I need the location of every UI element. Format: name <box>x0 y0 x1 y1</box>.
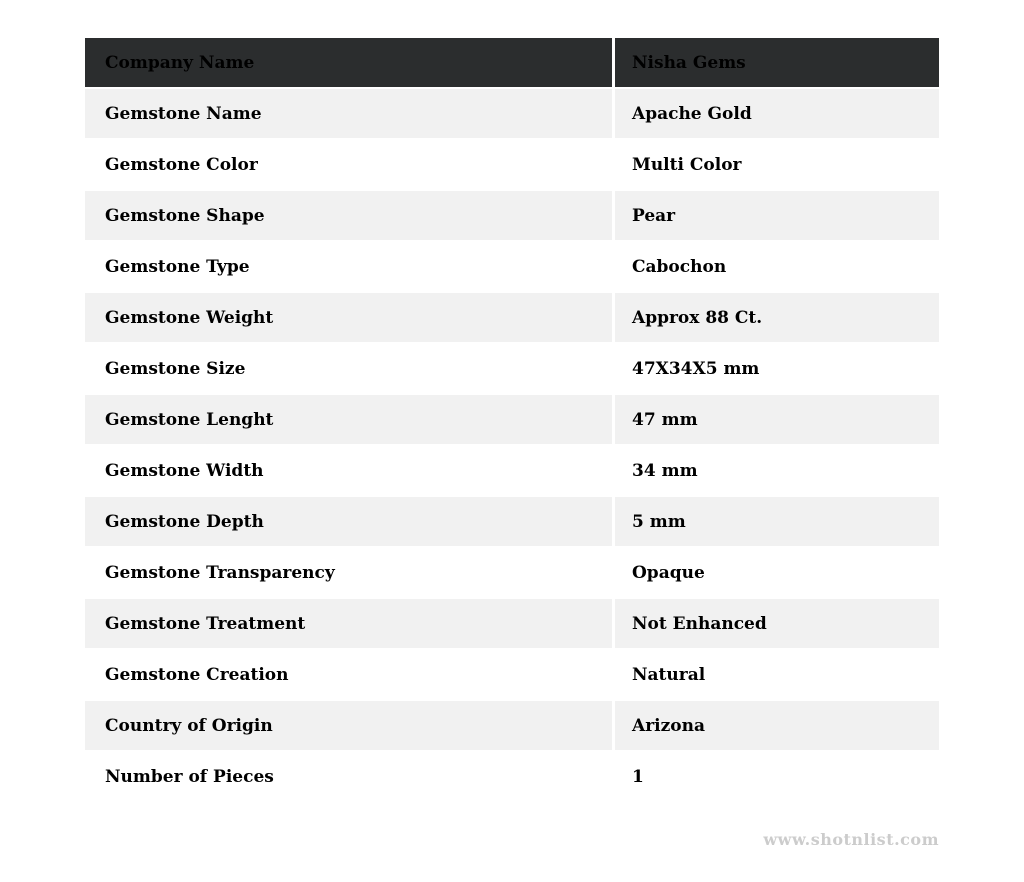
row-value: Opaque <box>615 548 939 599</box>
table-row <box>85 293 939 344</box>
row-label: Gemstone Name <box>85 89 615 140</box>
row-value: Approx 88 Ct. <box>615 293 939 344</box>
row-value: Not Enhanced <box>615 599 939 650</box>
row-value: 1 <box>615 752 939 803</box>
row-label: Gemstone Type <box>85 242 615 293</box>
row-value: Apache Gold <box>615 89 939 140</box>
table-row <box>85 191 939 242</box>
table-row <box>85 701 939 752</box>
row-value: 34 mm <box>615 446 939 497</box>
table-row <box>85 446 939 497</box>
table-row <box>85 242 939 293</box>
table-row <box>85 548 939 599</box>
row-value: 47X34X5 mm <box>615 344 939 395</box>
row-label: Gemstone Shape <box>85 191 615 242</box>
row-value: Multi Color <box>615 140 939 191</box>
row-label: Gemstone Color <box>85 140 615 191</box>
table-row <box>85 395 939 446</box>
table-row <box>85 650 939 701</box>
row-label: Gemstone Creation <box>85 650 615 701</box>
table-row <box>85 140 939 191</box>
header-value-cell: Nisha Gems <box>615 38 939 89</box>
table-row <box>85 344 939 395</box>
watermark-text: www.shotnlist.com <box>763 830 939 849</box>
table-row <box>85 89 939 140</box>
spec-table-body <box>85 89 939 803</box>
row-label: Gemstone Width <box>85 446 615 497</box>
row-label: Gemstone Weight <box>85 293 615 344</box>
row-value: Natural <box>615 650 939 701</box>
row-label: Gemstone Lenght <box>85 395 615 446</box>
table-row <box>85 752 939 803</box>
row-label: Gemstone Size <box>85 344 615 395</box>
row-label: Gemstone Depth <box>85 497 615 548</box>
table-row <box>85 497 939 548</box>
row-label: Gemstone Transparency <box>85 548 615 599</box>
header-label-cell: Company Name <box>85 38 615 89</box>
row-value: Arizona <box>615 701 939 752</box>
table-row <box>85 599 939 650</box>
row-label: Number of Pieces <box>85 752 615 803</box>
row-value: 5 mm <box>615 497 939 548</box>
row-label: Country of Origin <box>85 701 615 752</box>
row-value: 47 mm <box>615 395 939 446</box>
row-label: Gemstone Treatment <box>85 599 615 650</box>
gemstone-spec-table <box>85 38 939 803</box>
row-value: Cabochon <box>615 242 939 293</box>
table-header-row <box>85 38 939 89</box>
row-value: Pear <box>615 191 939 242</box>
